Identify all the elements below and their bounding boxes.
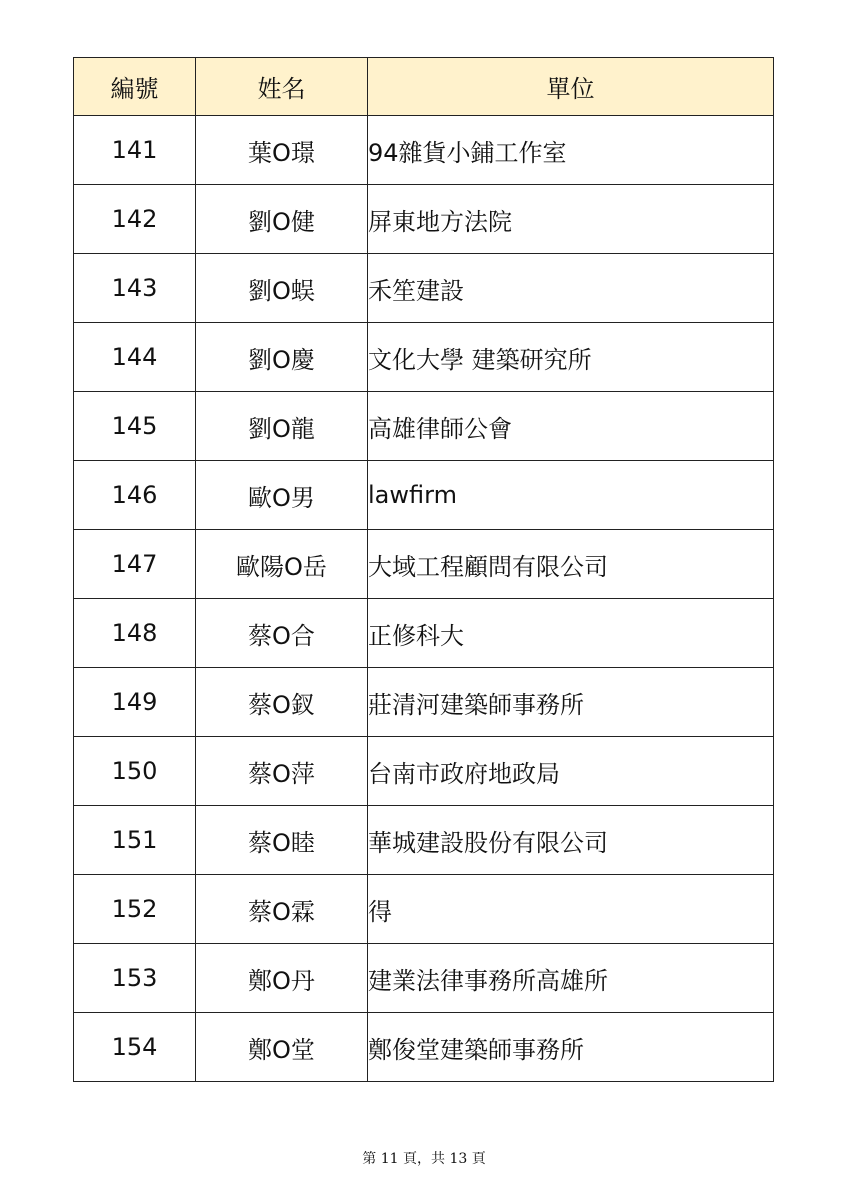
row-number: 150 — [74, 737, 196, 806]
row-unit: 94雜貨小鋪工作室 — [368, 116, 774, 185]
roster-table — [73, 57, 774, 1082]
row-unit: 屏東地方法院 — [368, 185, 774, 254]
row-unit: 禾笙建設 — [368, 254, 774, 323]
row-unit: 華城建設股份有限公司 — [368, 806, 774, 875]
row-unit: 得 — [368, 875, 774, 944]
table-row — [74, 599, 774, 668]
row-unit: 莊清河建築師事務所 — [368, 668, 774, 737]
row-number: 148 — [74, 599, 196, 668]
row-name: 劉O慶 — [196, 323, 368, 392]
page-footer: 第 11 頁，共 13 頁 — [362, 1151, 486, 1167]
row-name: 蔡O合 — [196, 599, 368, 668]
row-name: 劉O健 — [196, 185, 368, 254]
row-number: 146 — [74, 461, 196, 530]
row-number: 153 — [74, 944, 196, 1013]
row-name: 歐O男 — [196, 461, 368, 530]
table-row — [74, 461, 774, 530]
row-name: 歐陽O岳 — [196, 530, 368, 599]
table-header-row — [74, 58, 774, 116]
row-number: 151 — [74, 806, 196, 875]
table-row — [74, 530, 774, 599]
row-unit: lawfirm — [368, 461, 774, 530]
table-row — [74, 737, 774, 806]
row-number: 143 — [74, 254, 196, 323]
table-row — [74, 254, 774, 323]
table-row — [74, 116, 774, 185]
row-name: 蔡O霖 — [196, 875, 368, 944]
row-unit: 鄭俊堂建築師事務所 — [368, 1013, 774, 1082]
row-name: 蔡O釵 — [196, 668, 368, 737]
table-row — [74, 185, 774, 254]
row-name: 劉O龍 — [196, 392, 368, 461]
row-name: 劉O蜈 — [196, 254, 368, 323]
row-number: 147 — [74, 530, 196, 599]
row-number: 145 — [74, 392, 196, 461]
row-number: 142 — [74, 185, 196, 254]
row-name: 鄭O堂 — [196, 1013, 368, 1082]
row-unit: 文化大學 建築研究所 — [368, 323, 774, 392]
table-row — [74, 668, 774, 737]
row-name: 葉O璟 — [196, 116, 368, 185]
table-row — [74, 392, 774, 461]
header-number: 編號 — [74, 58, 196, 116]
table-row — [74, 1013, 774, 1082]
row-unit: 台南市政府地政局 — [368, 737, 774, 806]
row-number: 152 — [74, 875, 196, 944]
row-number: 141 — [74, 116, 196, 185]
row-name: 鄭O丹 — [196, 944, 368, 1013]
row-number: 144 — [74, 323, 196, 392]
header-name: 姓名 — [196, 58, 368, 116]
row-number: 149 — [74, 668, 196, 737]
table-row — [74, 944, 774, 1013]
table-row — [74, 875, 774, 944]
row-unit: 大域工程顧問有限公司 — [368, 530, 774, 599]
row-number: 154 — [74, 1013, 196, 1082]
row-unit: 高雄律師公會 — [368, 392, 774, 461]
table-row — [74, 323, 774, 392]
table-row — [74, 806, 774, 875]
header-unit: 單位 — [368, 58, 774, 116]
row-name: 蔡O睦 — [196, 806, 368, 875]
row-unit: 建業法律事務所高雄所 — [368, 944, 774, 1013]
row-name: 蔡O萍 — [196, 737, 368, 806]
row-unit: 正修科大 — [368, 599, 774, 668]
